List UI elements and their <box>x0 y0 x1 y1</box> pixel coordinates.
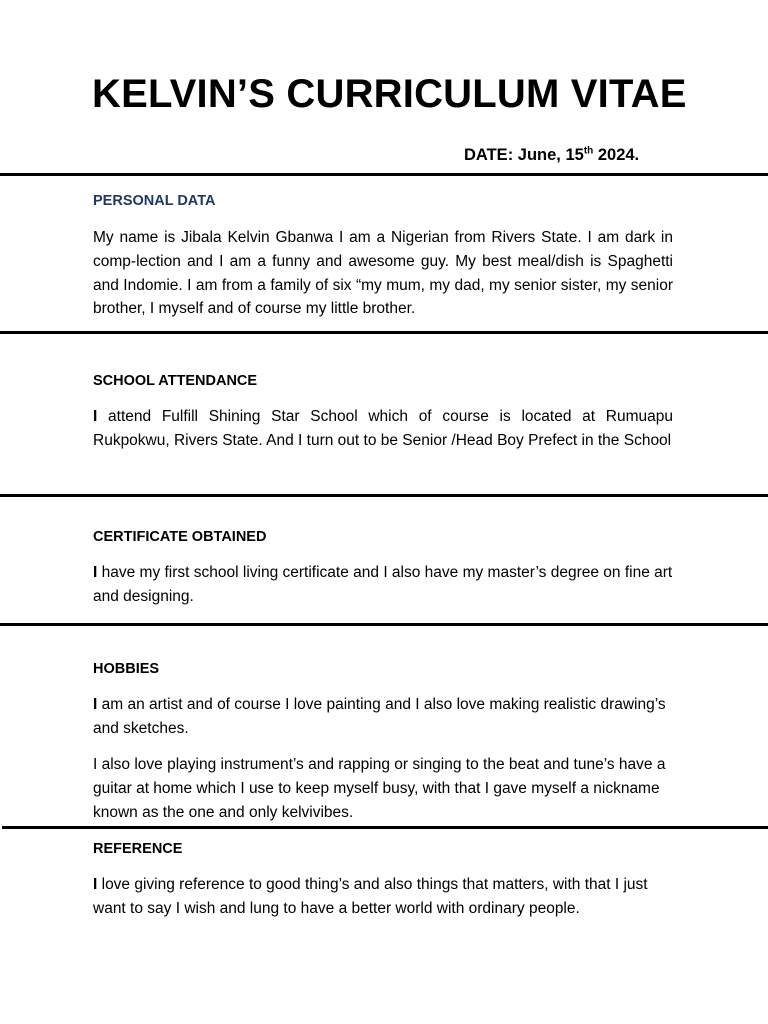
certificate-text <box>93 561 673 609</box>
hobbies-body: am an artist and of course I love painting and I also love making realistic drawing’s and sketches. <box>93 696 666 737</box>
hobbies-text-2: I also love playing instrument’s and rapping or singing to the beat and tune’s have a guitar at home which I use to keep myself busy, with that I gave myself a nickname known as the one and only kelvivibes. <box>93 756 666 821</box>
reference-body: love giving reference to good thing’s and also things that matters, with that I just want to say I wish and lung to have a better world with ordinary people. <box>93 876 648 917</box>
hobbies-lead: I <box>93 696 98 713</box>
school-attendance-heading: SCHOOL ATTENDANCE <box>93 373 258 389</box>
date-ordinal-suffix: th <box>583 145 594 157</box>
personal-data-heading: PERSONAL DATA <box>93 193 216 209</box>
certificate-lead: I <box>93 564 98 581</box>
section-divider <box>0 173 768 176</box>
certificate-body: have my first school living certificate and I also have my master’s degree on fine art and designing. <box>93 564 673 605</box>
school-attendance-text <box>93 405 673 453</box>
school-attendance-lead: I <box>93 408 98 425</box>
section-divider <box>0 494 768 497</box>
date-year: 2024. <box>593 146 640 164</box>
section-divider <box>0 623 768 626</box>
cv-date <box>464 144 639 166</box>
reference-heading: REFERENCE <box>93 841 183 857</box>
reference-lead: I <box>93 876 98 893</box>
date-label: DATE: June, 15 <box>464 146 584 164</box>
reference-text <box>93 873 673 921</box>
section-divider <box>0 331 768 334</box>
cv-title: KELVIN’S CURRICULUM VITAE <box>92 72 687 116</box>
hobbies-text-1 <box>93 693 673 741</box>
school-attendance-body: attend Fulfill Shining Star School which of course is located at Rumuapu Rukpokwu, Rivers State. And I turn out to be Senior /Head Boy Prefect in the School <box>93 408 673 449</box>
section-divider <box>2 826 768 829</box>
personal-data-text: My name is Jibala Kelvin Gbanwa I am a Nigerian from Rivers State. I am dark in comp-lection and I am a funny and awesome guy. My best meal/dish is Spaghetti and Indomie. I am from a family of six “my mum, my dad, my senior sister, my senior brother, I myself and of course my little brother. <box>93 229 673 318</box>
hobbies-heading: HOBBIES <box>93 661 160 677</box>
certificate-heading: CERTIFICATE OBTAINED <box>93 529 267 545</box>
